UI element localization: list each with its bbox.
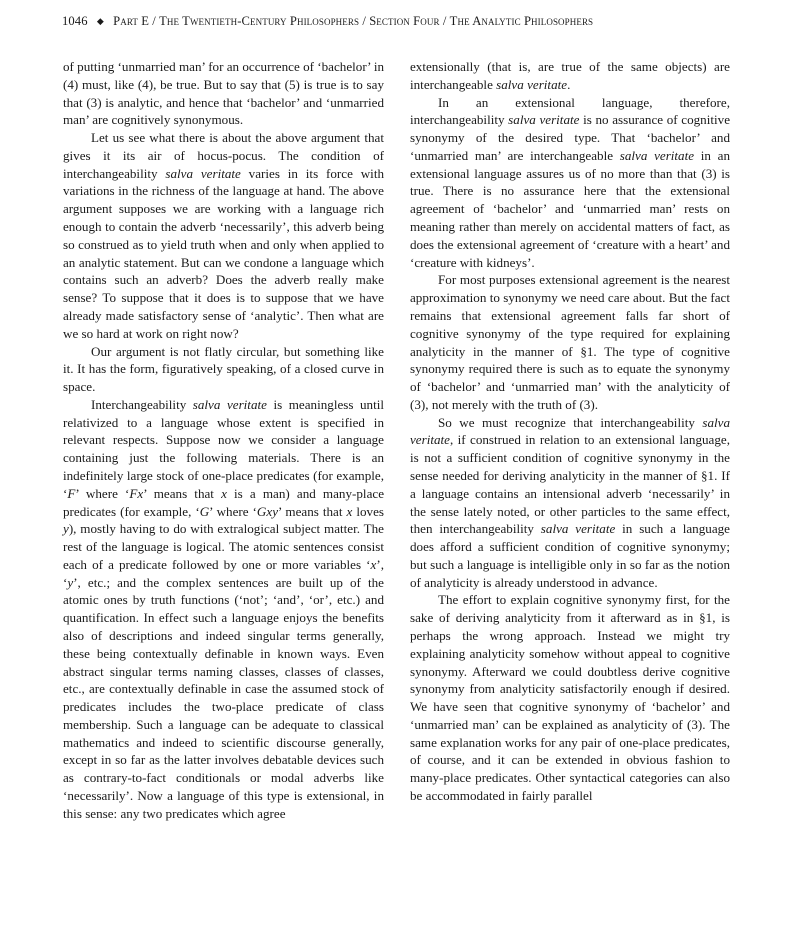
left-column bbox=[63, 58, 384, 823]
header-separator: / bbox=[362, 14, 366, 28]
paragraph: of putting ‘unmarried man’ for an occurrence of ‘bachelor’ in (4) must, like (4), be true. But to say that (5) is true is to say that (3) is analytic, and hence that ‘bachelor’ and ‘unmarried man’ are cognitively synonymous. bbox=[63, 59, 385, 128]
paragraph: extensionally (that is, are true of the same objects) are interchangeable salva veritate. bbox=[410, 59, 730, 92]
diamond-icon: ◆ bbox=[96, 16, 104, 26]
running-header bbox=[62, 14, 742, 29]
paragraph: For most purposes extensional agreement is the nearest approximation to synonymy we need care about. But the fact remains that extensional agreement falls far short of cognitive synonymy of the type required for explaining analyticity in the manner of §1. The type of cognitive synonymy required there is such as to equate the synonymy of ‘bachelor’ and ‘unmarried man’ with the analyticity of (3), not merely with the truth of (3). bbox=[410, 272, 730, 412]
part-label: Part E bbox=[113, 14, 150, 28]
page-number: 1046 bbox=[62, 14, 88, 28]
subsection-title: The Analytic Philosophers bbox=[449, 14, 594, 28]
header-separator: / bbox=[442, 14, 447, 28]
paragraph: In an extensional language, therefore, interchangeability salva veritate is no assurance of cognitive synonymy of the desired type. That ‘bachelor’ and ‘unmarried man’ are interchangeable salva veritate in an extensional language assures us of no more than that (3) is true. There is no assurance here that the extensional agreement of ‘bachelor’ and ‘unmarried man’ rests on meaning rather than merely on accidental matters of fact, as does the extensional agreement of ‘creature with a heart’ and ‘creature with kidneys’. bbox=[410, 94, 731, 270]
header-separator: / bbox=[152, 14, 156, 28]
section-title: The Twentieth-Century Philosophers bbox=[159, 14, 360, 28]
paragraph: Interchangeability salva veritate is meaningless until relativized to a language whose extent is specified in relevant respects. Suppose now we consider a language containing just the following materials. There is an indefinitely large stock of one-place predicates (for example, ‘F’ where ‘Fx’ means that x is a man) and many-place predicates (for example, ‘G’ where ‘Gxy’ means that x loves y), mostly having to do with extralogical subject matter. The rest of the language is logical. The atomic sentences consist each of a predicate followed by one or more variables ‘x’, ‘y’, etc.; and the complex sentences are built up of the atomic ones by truth functions (‘not’; ‘and’, ‘or’, etc.) and quantification. In effect such a language enjoys the benefits also of descriptions and indeed singular terms generally, these being contextually definable in known ways. Even abstract singular terms naming classes, classes of classes, etc., are contextually definable in case the assumed stock of predicates includes the two-place predicate of class membership. Such a language can be adequate to classical mathematics and indeed to scientific discourse generally, except in so far as the latter involves debatable devices such as contrary-to-fact conditionals or modal adverbs like ‘necessarily’. Now a language of this type is extensional, in this sense: any two predicates which agree bbox=[63, 396, 385, 821]
paragraph: Let us see what there is about the above argument that gives it its air of hocus-pocus. The condition of interchangeability salva veritate varies in its force with variations in the richness of the language at hand. The above argument supposes we are working with a language rich enough to contain the adverb ‘necessarily’, this adverb being so construed as to yield truth when and only when applied to an analytic statement. But can we condone a language which contains such an adverb? Does the adverb really make sense? To suppose that it does is to suppose that we have already made satisfactory sense of ‘analytic’. Then what are we so hard at work on right now? bbox=[63, 130, 385, 341]
paragraph: The effort to explain cognitive synonymy first, for the sake of deriving analyticity from it afterward as in §1, is perhaps the wrong approach. Instead we might try explaining analyticity somehow without appeal to cognitive synonymy. Afterward we could doubtless derive cognitive synonymy from analyticity satisfactorily enough if desired. We have seen that cognitive synonymy of ‘bachelor’ and ‘unmarried man’ can be explained as analyticity of (3). The same explanation works for any pair of one-place predicates, of course, and it can be extended in obvious fashion to many-place predicates. Other syntactical categories can also be accommodated in fairly parallel bbox=[410, 592, 730, 804]
paragraph: So we must recognize that interchangeability salva veritate, if construed in relation to an extensional language, is not a sufficient condition of cognitive synonymy in the sense needed for deriving analyticity in the manner of §1. If a language contains an intensional adverb ‘necessarily’ in the sense lately noted, or other particles to the same effect, then interchangeability salva veritate in such a language does afford a sufficient condition of cognitive synonymy; but such a language is intelligible only in so far as the notion of analyticity is already understood in advance. bbox=[410, 414, 730, 590]
right-column bbox=[410, 58, 730, 805]
paragraph: Our argument is not flatly circular, but something like it. It has the form, figuratively speaking, of a closed curve in space. bbox=[63, 343, 384, 395]
section-label: Section Four bbox=[369, 14, 440, 28]
